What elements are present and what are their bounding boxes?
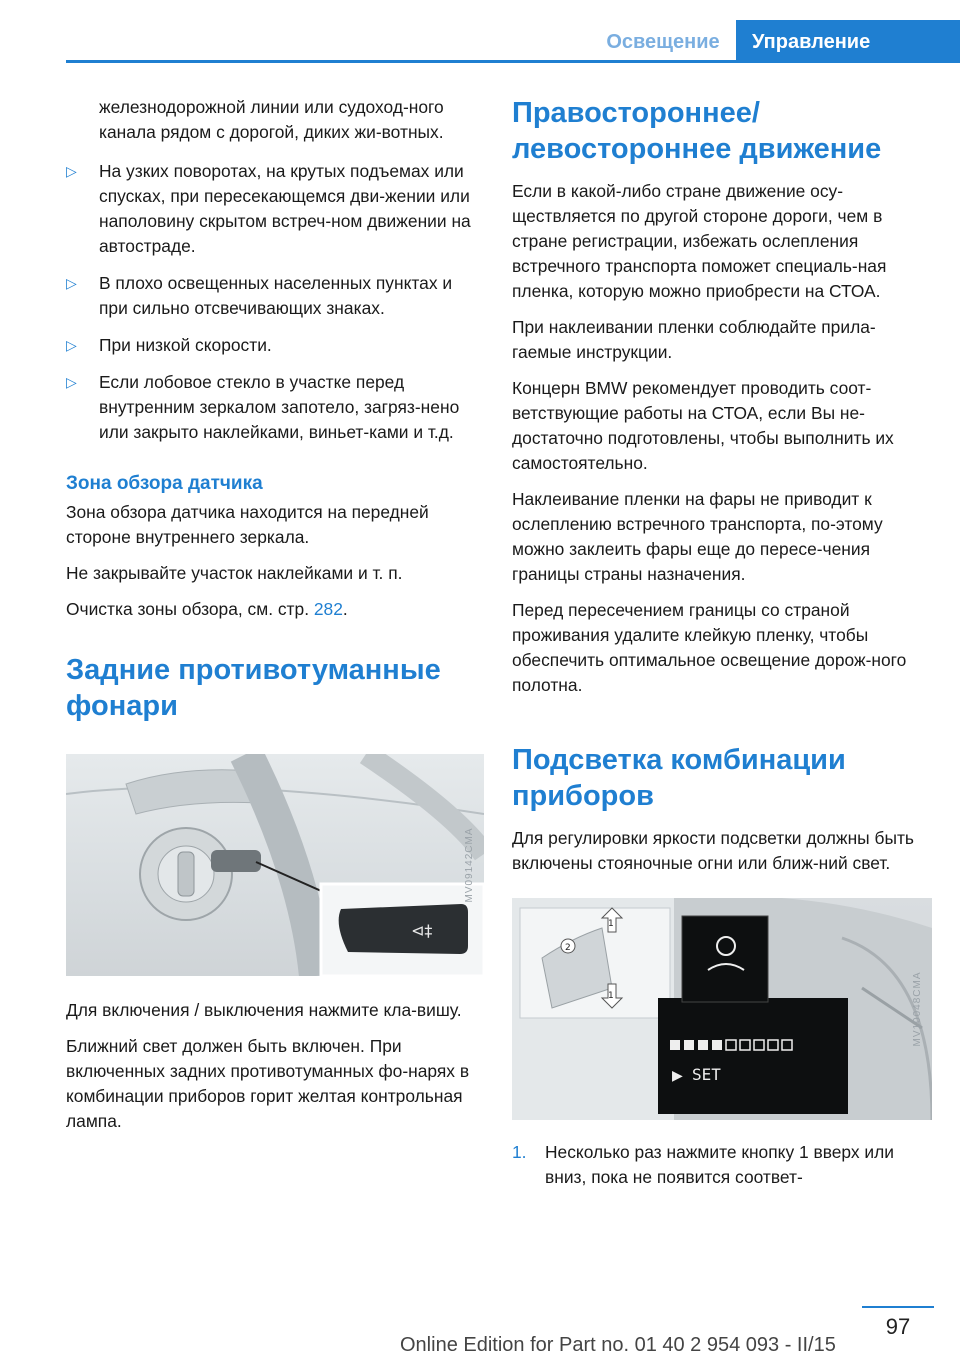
bullet-text: железнодорожной линии или судоход-ного канала рядом с дорогой, диких жи-вотных. xyxy=(99,97,444,142)
paragraph: Концерн BMW рекомендует проводить соот-ветствующие работы на СТОА, если Вы не-достаточно подготовлены, чтобы выполнить их самостоятельно. xyxy=(512,378,894,473)
bullet-text: При низкой скорости. xyxy=(99,335,272,355)
instrument-lighting-heading: Подсветка комбинации приборов xyxy=(512,744,846,812)
paragraph: Ближний свет должен быть включен. При включенных задних противотуманных фо-нарях в комбинации приборов горит желтая контрольная лампа. xyxy=(66,1036,470,1131)
image-code: MV09142CMA xyxy=(464,827,475,903)
numbered-step xyxy=(512,1140,932,1190)
callout-1-down: 1 xyxy=(608,991,614,1001)
paragraph: Если в какой-либо стране движение осу-ществляется по другой стороне дороги, чем в стране регистрации, избежать ослепления встречного транспорта поможет специаль-ная пленка, которую можно приобрести на СТОА. xyxy=(512,181,887,301)
bullet-item xyxy=(66,370,484,445)
rear-fog-lights-heading: Задние противотуманные фонари xyxy=(66,654,441,722)
callout-2: 2 xyxy=(565,943,571,953)
paragraph: При наклеивании пленки соблюдайте прила-гаемые инструкции. xyxy=(512,317,876,362)
bullet-item xyxy=(66,271,484,321)
bullet-continuation xyxy=(66,95,484,145)
section-tab-controls[interactable]: Управление xyxy=(736,20,960,62)
right-column xyxy=(512,95,932,1190)
footer-rule xyxy=(862,1306,934,1308)
set-label: SET xyxy=(692,1065,721,1084)
paragraph: Для включения / выключения нажмите кла-вишу. xyxy=(66,1000,462,1020)
fog-switch-drawing xyxy=(66,754,484,976)
fog-light-button-illustration xyxy=(66,754,484,976)
traffic-side-heading: Правостороннее/ левостороннее движение xyxy=(512,97,882,165)
paragraph: Перед пересечением границы со страной проживания удалите клейкую пленку, чтобы обеспечить оптимальное освещение дорож-ного полотна. xyxy=(512,600,907,695)
instrument-cluster-illustration xyxy=(512,898,932,1120)
page-reference-link[interactable]: 282 xyxy=(313,599,343,619)
bullet-text: В плохо освещенных населенных пунктах и при сильно отсвечивающих знаках. xyxy=(99,273,453,318)
paragraph-text: Очистка зоны обзора, см. стр. xyxy=(66,599,314,619)
paragraph: Не закрывайте участок наклейками и т. п. xyxy=(66,563,403,583)
paragraph: Наклеивание пленки на фары не приводит к ослеплению встречного транспорта, по-этому можно заклеить фары еще до пересе-чения границы страны назначения. xyxy=(512,489,883,584)
svg-text:⊲‡: ⊲‡ xyxy=(411,921,433,940)
callout-1-up: 1 xyxy=(608,919,614,929)
edition-footer: Online Edition for Part no. 01 40 2 954 093 - II/15 xyxy=(400,1334,836,1356)
paragraph: Зона обзора датчика находится на передней стороне внутреннего зеркала. xyxy=(66,502,429,547)
paragraph xyxy=(66,597,484,622)
bullet-text: Если лобовое стекло в участке перед внутренним зеркалом запотело, загряз-нено или закрыто наклейками, виньет-ками и т.д. xyxy=(99,372,460,442)
bullet-text: На узких поворотах, на крутых подъемах или спусках, при пересекающемся дви-жении или наполовину скрытом встреч-ном движении на автостраде. xyxy=(99,161,471,256)
sensor-zone-heading: Зона обзора датчика xyxy=(66,473,263,494)
cluster-drawing xyxy=(512,898,932,1120)
paragraph: Для регулировки яркости подсветки должны быть включены стояночные огни или ближ-ний свет. xyxy=(512,828,914,873)
triangle-bullet-icon: ▷ xyxy=(66,374,77,390)
paragraph-text: . xyxy=(342,599,348,619)
header-rule xyxy=(66,60,960,63)
page-number: 97 xyxy=(885,1314,911,1339)
bullet-item xyxy=(66,159,484,259)
triangle-bullet-icon: ▷ xyxy=(66,275,77,291)
svg-text:▶: ▶ xyxy=(672,1068,683,1084)
triangle-bullet-icon: ▷ xyxy=(66,163,77,179)
left-column xyxy=(66,95,484,1145)
bullet-item xyxy=(66,333,484,358)
triangle-bullet-icon: ▷ xyxy=(66,337,77,353)
step-number: 1. xyxy=(512,1142,527,1162)
section-tab-lighting[interactable]: Освещение xyxy=(606,31,720,53)
image-code: MV10048CMA xyxy=(912,971,923,1047)
step-text: Несколько раз нажмите кнопку 1 вверх или вниз, пока не появится соответ- xyxy=(545,1142,895,1187)
